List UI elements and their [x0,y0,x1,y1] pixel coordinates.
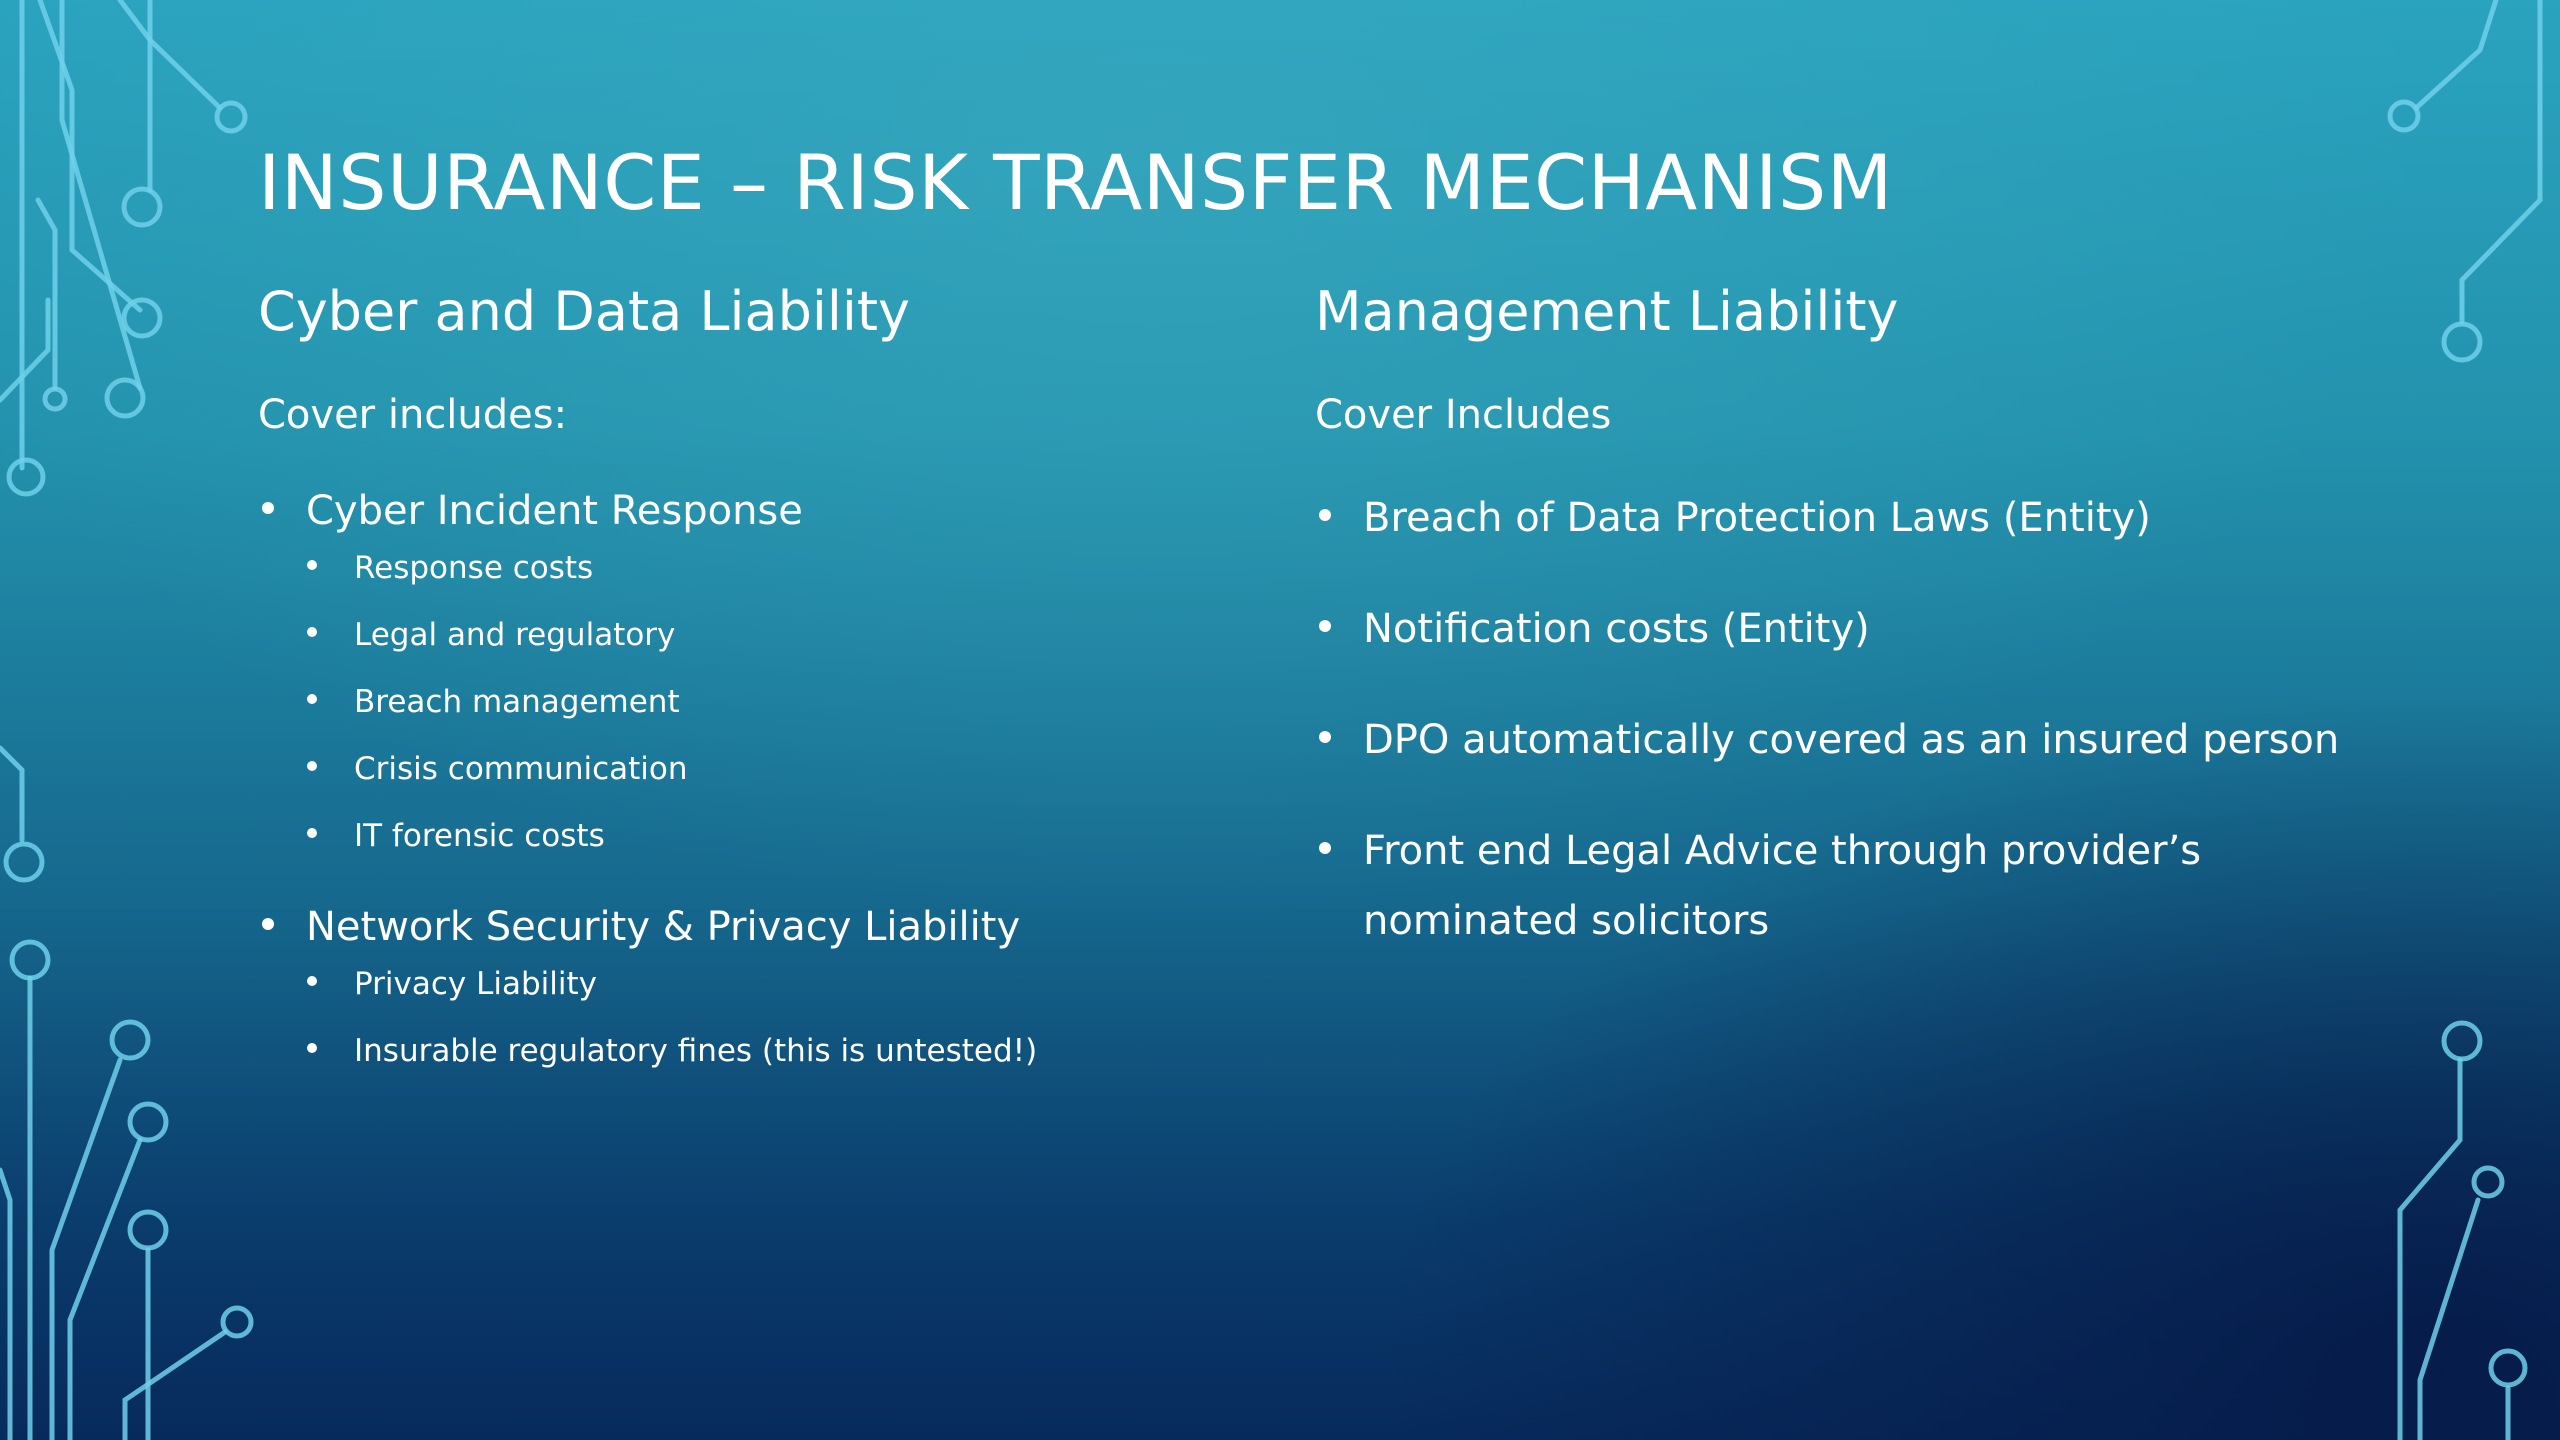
sub-list-item: Response costs [306,546,1258,590]
sub-list-item: Breach management [306,680,1258,724]
sub-list-item: Crisis communication [306,747,1258,791]
sub-list-item: Legal and regulatory [306,613,1258,657]
cyber-cover-list [258,484,1258,1073]
cyber-liability-heading: Cyber and Data Liability [258,280,910,343]
sub-list-item: IT forensic costs [306,814,1258,858]
management-cover-list [1315,483,2415,956]
sub-list-item: Insurable regulatory fines (this is untested!) [306,1029,1258,1073]
sub-list [306,546,1258,858]
cyber-liability-column [258,278,1258,1073]
slide-title: INSURANCE – RISK TRANSFER MECHANISM [258,138,1893,227]
bullet-text: Notification costs (Entity) [1363,606,1870,652]
list-item [1315,594,2415,664]
bullet-text: Front end Legal Advice through provider’s nominated solicitors [1363,828,2202,944]
cover-includes-label: Cover Includes [1315,392,1612,438]
cover-includes-label: Cover includes: [258,392,568,438]
bullet-text: Cyber Incident Response [306,488,803,534]
list-item [1315,483,2415,553]
list-item [258,484,1258,858]
bullet-text: Network Security & Privacy Liability [306,904,1021,950]
bullet-text: Breach of Data Protection Laws (Entity) [1363,495,2151,541]
list-item [1315,705,2415,775]
sub-list [306,962,1258,1073]
list-item [258,900,1258,1073]
list-item [1315,816,2415,956]
bullet-text: DPO automatically covered as an insured person [1363,717,2340,763]
management-liability-heading: Management Liability [1315,280,1899,343]
sub-list-item: Privacy Liability [306,962,1258,1006]
management-liability-column [1315,278,2415,956]
